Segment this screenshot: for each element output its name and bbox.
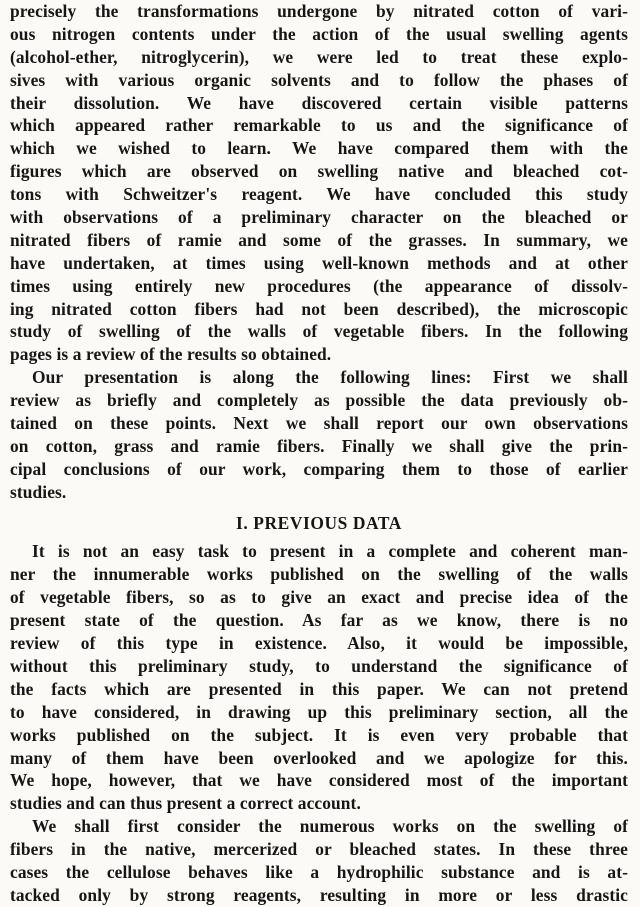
text-line: ous nitrogen contents under the action of the usual swelling agents bbox=[10, 23, 628, 44]
text-line: pages is a review of the results so obtained. bbox=[10, 344, 332, 365]
paragraph-3 bbox=[10, 540, 628, 815]
text-line: study of swelling of the walls of vegetable fibers. In the following bbox=[10, 321, 628, 342]
text-line: the facts which are presented in this paper. We can not pretend bbox=[10, 678, 628, 699]
text-line: which appeared rather remarkable to us and the significance of bbox=[10, 115, 628, 136]
text-line: on cotton, grass and ramie fibers. Finally we shall give the prin- bbox=[10, 435, 628, 456]
text-line: tained on these points. Next we shall report our own observations bbox=[10, 413, 628, 434]
text-line: to have considered, in drawing up this preliminary section, all the bbox=[10, 701, 628, 722]
text-line: It is not an easy task to present in a complete and coherent man- bbox=[32, 541, 628, 562]
text-line: ing nitrated cotton fibers had not been described), the microscopic bbox=[10, 298, 628, 319]
text-line: studies and can thus present a correct account. bbox=[10, 793, 361, 814]
text-line: review of this type in existence. Also, it would be impossible, bbox=[10, 633, 628, 654]
text-line: (alcohol-ether, nitroglycerin), we were led to treat these explo- bbox=[10, 46, 628, 67]
text-line: We shall first consider the numerous works on the swelling of bbox=[32, 816, 628, 837]
text-line: studies. bbox=[10, 481, 67, 502]
paragraph-2 bbox=[10, 366, 628, 503]
text-line: many of them have been overlooked and we apologize for this. bbox=[10, 747, 628, 768]
text-line: present state of the question. As far as we know, there is no bbox=[10, 610, 628, 631]
text-line: ner the innumerable works published on the swelling of the walls bbox=[10, 564, 628, 585]
text-line: without this preliminary study, to understand the significance of bbox=[10, 655, 628, 676]
section-heading: I. PREVIOUS DATA bbox=[236, 512, 402, 533]
text-line: of vegetable fibers, so as to give an exact and precise idea of the bbox=[10, 587, 628, 608]
text-line: with observations of a preliminary character on the bleached or bbox=[10, 207, 628, 228]
paragraph-4 bbox=[10, 815, 628, 907]
text-line: We hope, however, that we have considered most of the important bbox=[10, 770, 628, 791]
text-line: cases the cellulose behaves like a hydrophilic substance and is at- bbox=[10, 861, 628, 882]
text-line: works published on the subject. It is even very probable that bbox=[10, 724, 628, 745]
text-line: have undertaken, at times using well-known methods and at other bbox=[10, 252, 628, 273]
text-line: times using entirely new procedures (the appearance of dissolv- bbox=[10, 275, 628, 296]
text-line: review as briefly and completely as possible the data previously ob- bbox=[10, 390, 628, 411]
text-line: tacked only by strong reagents, resulting in more or less drastic bbox=[10, 884, 628, 905]
text-line: which we wished to learn. We have compared them with the bbox=[10, 138, 628, 159]
text-line: cipal conclusions of our work, comparing them to those of earlier bbox=[10, 458, 628, 479]
text-line: tons with Schweitzer's reagent. We have concluded this study bbox=[10, 184, 628, 205]
text-line: sives with various organic solvents and to follow the phases of bbox=[10, 69, 628, 90]
text-line: fibers in the native, mercerized or bleached states. In these three bbox=[10, 839, 628, 860]
text-line: figures which are observed on swelling native and bleached cot- bbox=[10, 161, 628, 182]
text-line: their dissolution. We have discovered certain visible patterns bbox=[10, 92, 628, 113]
text-line: precisely the transformations undergone by nitrated cotton of vari- bbox=[10, 1, 628, 21]
paragraph-1 bbox=[10, 0, 628, 366]
text-body bbox=[10, 0, 628, 907]
text-line: Our presentation is along the following lines: First we shall bbox=[32, 367, 628, 388]
text-line: nitrated fibers of ramie and some of the grasses. In summary, we bbox=[10, 229, 628, 250]
